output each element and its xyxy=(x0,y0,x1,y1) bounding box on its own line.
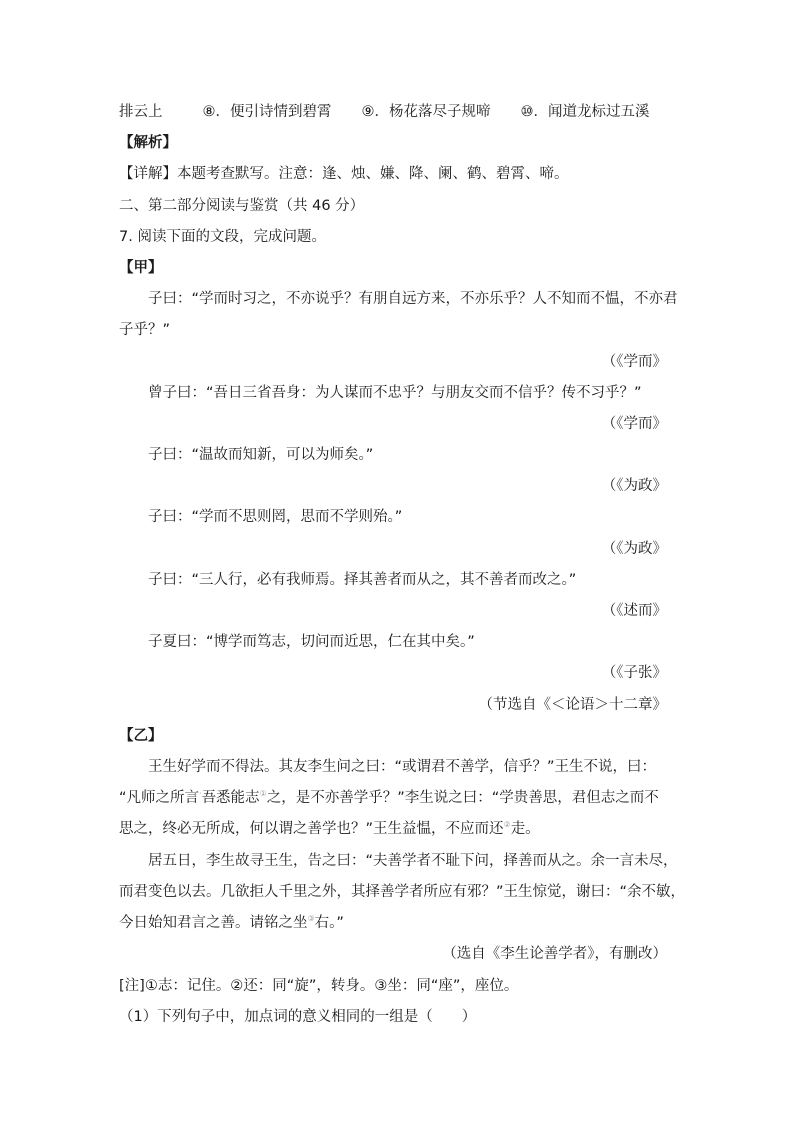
yi-label: 【乙】 xyxy=(119,728,163,744)
answer-10: ⑩．闻道龙标过五溪 xyxy=(520,104,650,120)
answer-9: ⑨．杨花落尽子规啼 xyxy=(361,104,491,120)
jiexi-heading: 【解析】 xyxy=(119,135,177,151)
answer-8: ⑧．便引诗情到碧霄 xyxy=(202,104,332,120)
sub-question-1: （1）下列句子中，加点词的意义相同的一组是（ ） xyxy=(119,1009,477,1025)
footnote-mark-3: ③ xyxy=(307,914,315,924)
jia-source-6: （《子张》 xyxy=(601,665,667,681)
jia-source-3: （《为政》 xyxy=(601,478,667,494)
yi-line-2: “凡师之所言·吾悉能志①之，是不亦善学乎？”李生说之曰：“学贵善思，君但志之而不 xyxy=(119,789,659,806)
jia-passage-1-line-1: 子曰：“学而时习之，不亦说乎？有朋自远方来，不亦乐乎？人不知而不愠，不亦君 xyxy=(148,291,678,307)
annotations: [注]①志：记住。②还：同“旋”，转身。③坐：同“座”，座位。 xyxy=(119,978,519,994)
answer-prefix: 排云上 xyxy=(119,104,163,120)
yi-line-3: 思之，终必无所成，何以谓之善学也？”王生益愠，不应而还②走。 xyxy=(119,820,540,837)
jia-excerpt-note: （节选自《＜论语＞十二章》 xyxy=(478,697,667,713)
footnote-mark-2: ② xyxy=(503,820,511,830)
footnote-mark-1: ① xyxy=(259,789,267,799)
jia-passage-1-line-2: 子乎？” xyxy=(119,322,171,338)
jia-source-2: （《学而》 xyxy=(601,416,667,432)
xiangjie-text: 【详解】本题考查默写。注意：逢、烛、嫌、降、阑、鹤、碧霄、啼。 xyxy=(119,166,569,182)
jia-passage-5: 子曰：“三人行，必有我师焉。择其善者而从之，其不善者而改之。” xyxy=(148,572,577,588)
section-heading: 二、第二部分阅读与鉴赏（共 46 分） xyxy=(119,198,365,214)
jia-passage-4: 子曰：“学而不思则罔，思而不学则殆。” xyxy=(148,509,403,525)
yi-line-6: 今日始知君言之善。请铭之坐③右。” xyxy=(119,914,344,931)
jia-passage-2: 曾子曰：“吾日三省吾身：为人谋而不忠乎？与朋友交而不信乎？传不习乎？” xyxy=(148,385,642,401)
jia-source-5: （《述而》 xyxy=(601,603,667,619)
jia-passage-6: 子夏曰：“博学而笃志，切问而近思，仁在其中矣。” xyxy=(148,634,475,650)
yi-line-1: 王生好学而不得法。其友李生问之曰：“或谓君不善学，信乎？”王生不说，曰： xyxy=(148,759,657,775)
yi-line-4: 居五日，李生故寻王生，告之曰：“夫善学者不耻下问，择善而从之。余一言未尽， xyxy=(148,853,678,869)
jia-source-4: （《为政》 xyxy=(601,541,667,557)
jia-passage-3: 子曰：“温故而知新，可以为师矣。” xyxy=(148,447,374,463)
jia-source-1: （《学而》 xyxy=(601,354,667,370)
yi-source: （选自《李生论善学者》，有删改） xyxy=(442,946,667,962)
answer-line xyxy=(119,102,650,122)
yi-line-5: 而君变色以去。几欲拒人千里之外，其择善学者所应有邪？”王生惊觉，谢曰：“余不敏， xyxy=(119,884,686,900)
jia-label: 【甲】 xyxy=(119,260,163,276)
question-7: 7. 阅读下面的文段，完成问题。 xyxy=(119,229,326,245)
dot-mark: · xyxy=(199,789,202,799)
